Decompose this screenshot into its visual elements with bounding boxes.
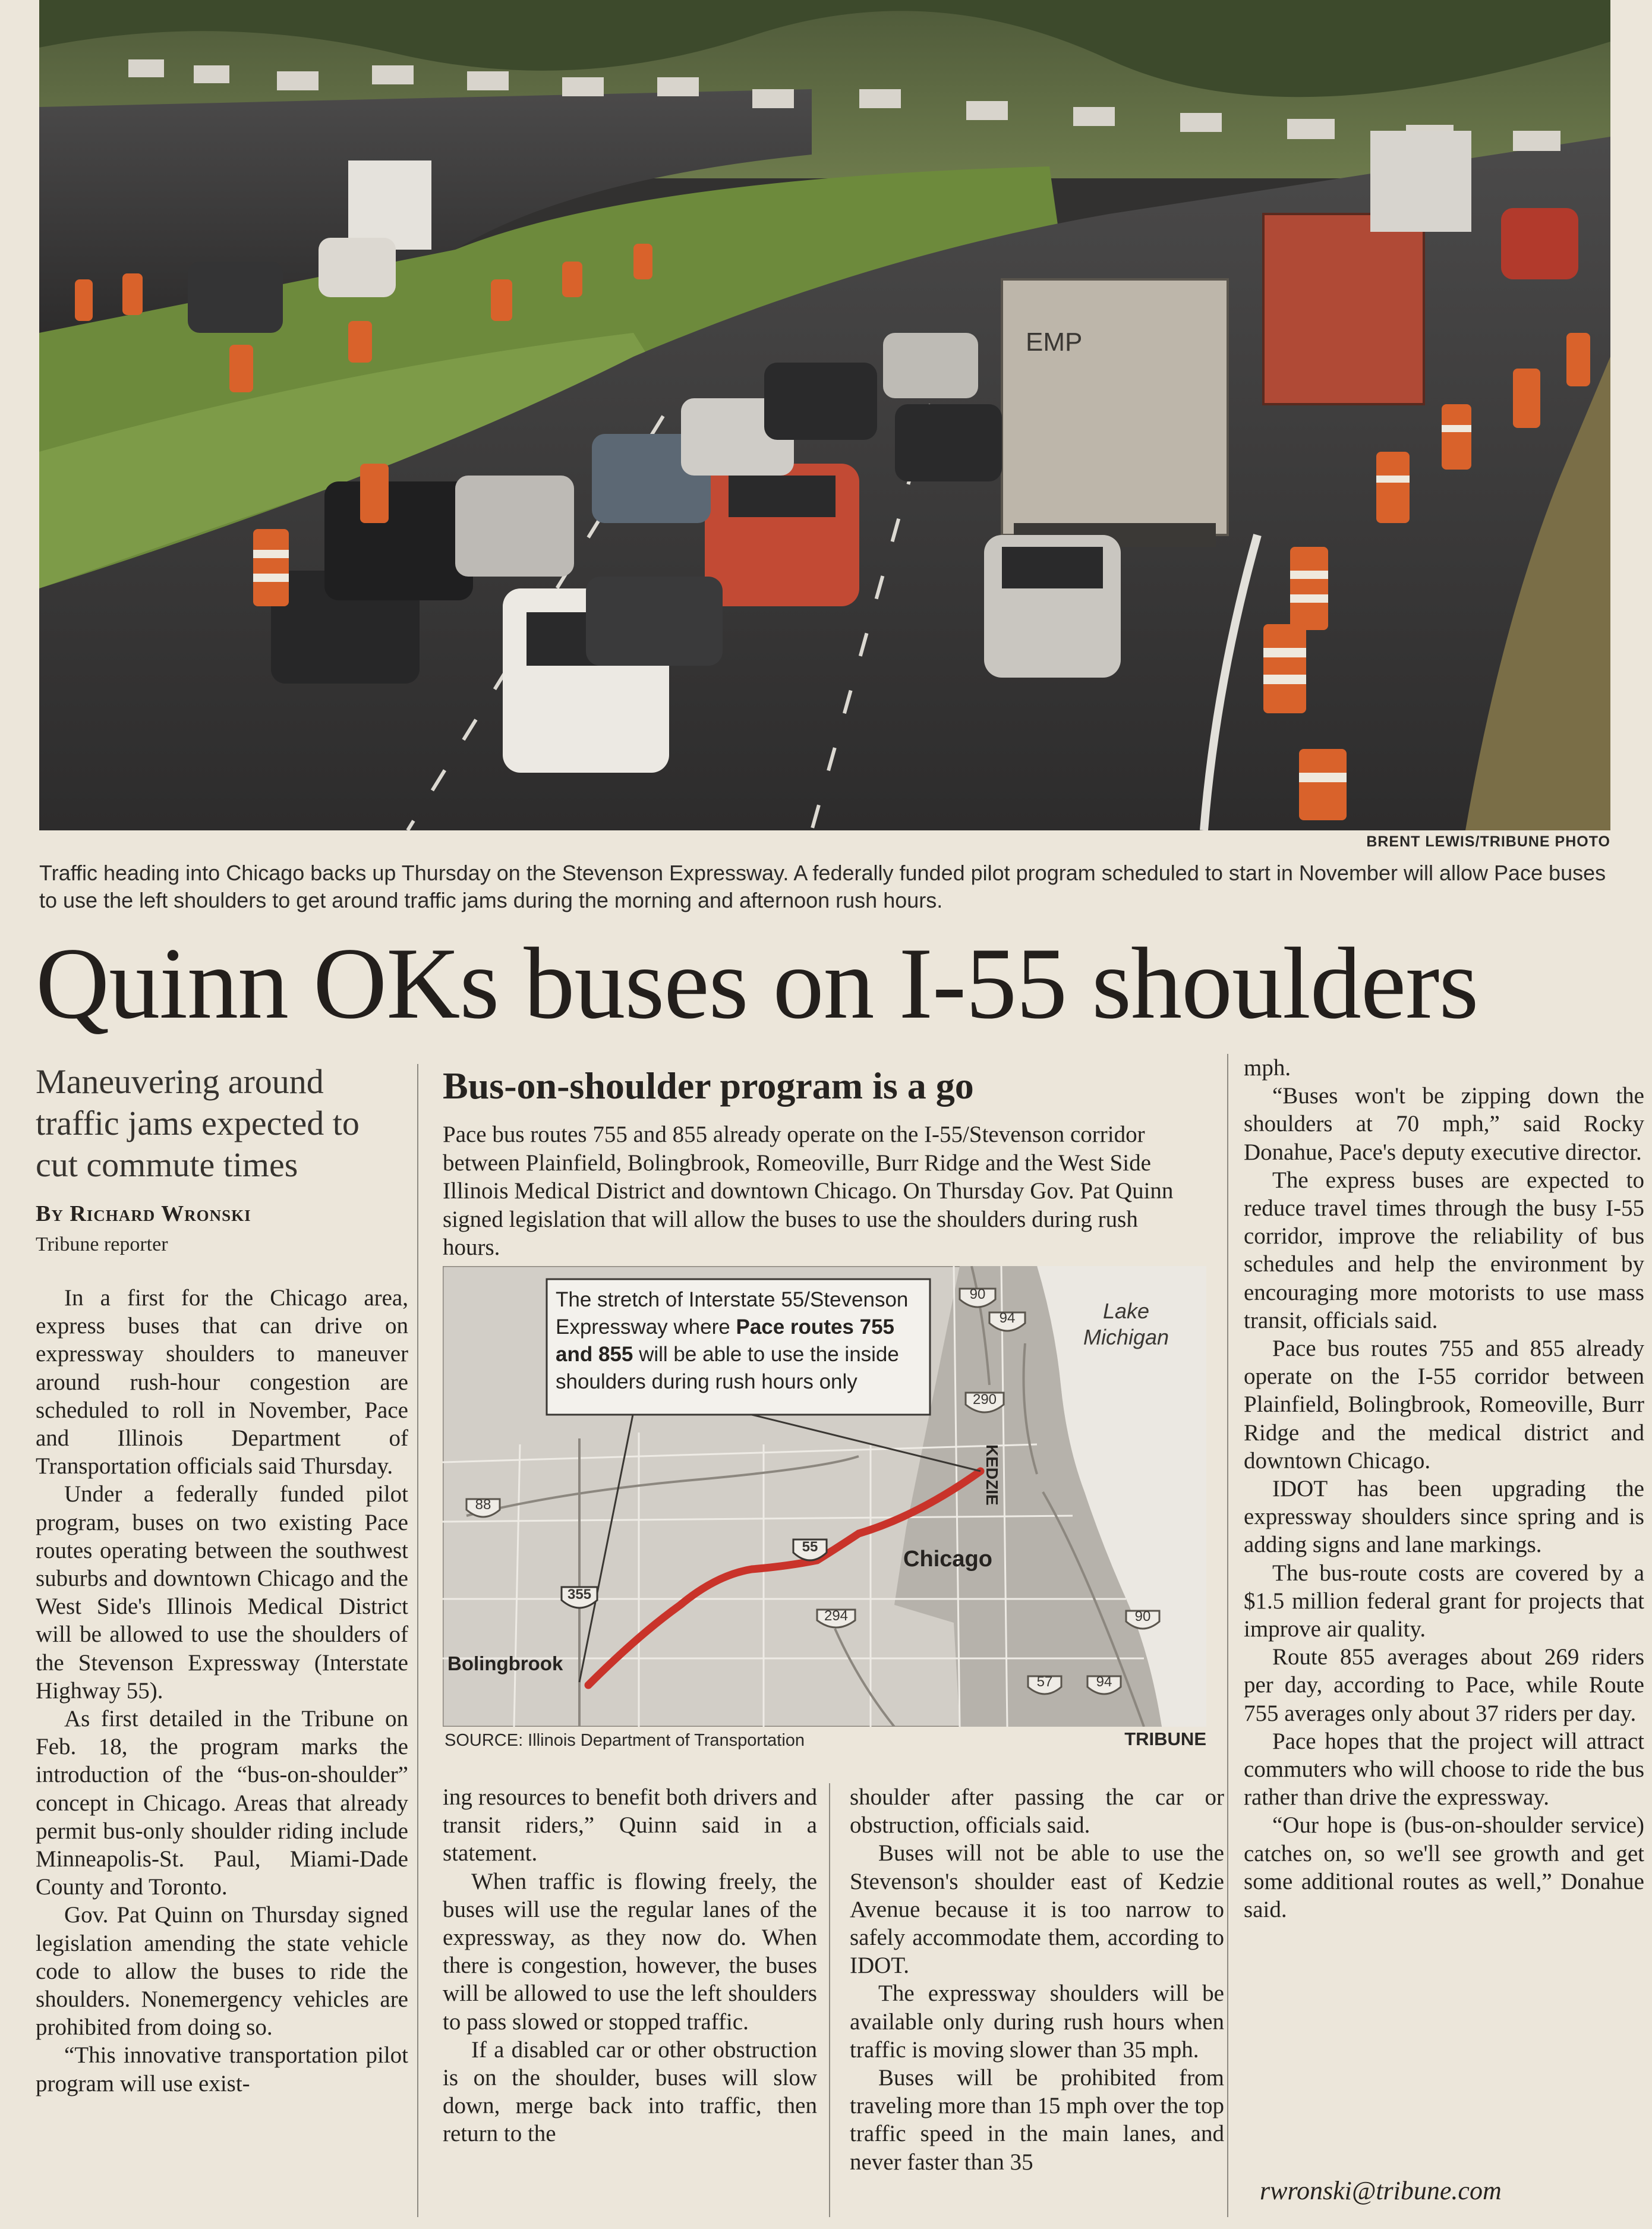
paragraph: Route 855 averages about 269 riders per day, according to Pace, while Route 755 averages only about 37 riders per day. [1244, 1644, 1644, 1726]
paragraph: When traffic is flowing freely, the buses will use the regular lanes of the expressway, as they now do. When there is congestion, however, the buses will be allowed to use the left shoulders to pass slowed or stopped traffic. [443, 1868, 817, 2035]
deck-subhead: Maneuvering around traffic jams expected to cut commute times [36, 1062, 360, 1184]
highway-shield [466, 1497, 500, 1517]
article-column-4 [1244, 1054, 1644, 1923]
highway-shield [960, 1286, 995, 1307]
byline: By Richard Wronski [36, 1201, 251, 1226]
article-column-2 [443, 1783, 817, 2148]
paragraph: “This innovative transportation pilot program will use exist- [36, 2042, 408, 2096]
article-column-1 [36, 1284, 408, 2098]
traffic-photo [39, 0, 1610, 830]
svg-text:90: 90 [969, 1286, 986, 1302]
highway-shield [1126, 1608, 1159, 1629]
svg-text:355: 355 [567, 1586, 592, 1603]
paragraph: IDOT has been upgrading the expressway shoulders since spring and is adding signs and lane markings. [1244, 1476, 1644, 1558]
reporter-email[interactable]: rwronski@tribune.com [1260, 2176, 1502, 2205]
callout-text-2: will be able to use the inside shoulders during rush hours only [556, 1343, 899, 1393]
svg-text:57: 57 [1036, 1674, 1053, 1690]
paragraph: mph. [1244, 1055, 1291, 1081]
highway-shield [1028, 1674, 1061, 1694]
svg-text:88: 88 [475, 1497, 491, 1513]
callout-routes: Pace routes 755 and 855 [556, 1315, 895, 1366]
paragraph: Buses will be prohibited from traveling more than 15 mph over the top traffic speed in the main lanes, and never faster than 35 [850, 2065, 1224, 2175]
lake-label-line2: Michigan [1083, 1325, 1169, 1349]
highway-shield [793, 1539, 827, 1560]
highway-shield [562, 1586, 597, 1608]
svg-text:94: 94 [1096, 1674, 1112, 1690]
paragraph: The express buses are expected to reduce travel times through the busy I-55 corridor, improve the reliability of bus schedules and help the environment by encouraging more motorists to use mass transit, officials said. [1244, 1167, 1644, 1333]
highway-shield [966, 1391, 1004, 1412]
headline: Quinn OKs buses on I-55 shoulders [36, 927, 1478, 1040]
paragraph: Under a federally funded pilot program, buses on two existing Pace routes operating between the southwest suburbs and downtown Chicago and the West Side's Illinois Medical District will be allowed to use the shoulders of the Stevenson Expressway (Interstate Highway 55). [36, 1481, 408, 1704]
paragraph: Pace hopes that the project will attract commuters who will choose to ride the bus rather than drive the expressway. [1244, 1728, 1644, 1811]
callout-text-1: The stretch of Interstate 55/Stevenson Expressway where [556, 1288, 909, 1339]
paragraph: As first detailed in the Tribune on Feb. 18, the program marks the introduction of the “bus-on-shoulder” concept in Chicago. Areas that already permit bus-only shoulder riding include Minneapolis-St. Paul, Miami-Dade County and Toronto. [36, 1706, 408, 1900]
sidebar-heading: Bus-on-shoulder program is a go [443, 1065, 974, 1107]
paragraph: Gov. Pat Quinn on Thursday signed legislation amending the state vehicle code to allow the buses to ride the shoulders. Nonemergency vehicles are prohibited from doing so. [36, 1902, 408, 2041]
street-label: KEDZIE [983, 1444, 1001, 1506]
map-credit: TRIBUNE [1124, 1729, 1206, 1749]
byline-role: Tribune reporter [36, 1233, 168, 1255]
map-source: SOURCE: Illinois Department of Transportation [444, 1731, 805, 1750]
paragraph: “Buses won't be zipping down the shoulders at 70 mph,” said Rocky Donahue, Pace's deputy executive director. [1244, 1083, 1644, 1165]
photo-caption: Traffic heading into Chicago backs up Thursday on the Stevenson Expressway. A federally funded pilot program scheduled to start in November will allow Pace buses to use the left shoulders to get around traffic jams during the morning and afternoon rush hours. [39, 861, 1606, 912]
route-map [443, 1266, 1206, 1727]
svg-text:294: 294 [824, 1608, 849, 1624]
svg-text:55: 55 [802, 1539, 818, 1555]
paragraph: The bus-route costs are covered by a $1.5 million federal grant for projects that improve air quality. [1244, 1560, 1644, 1642]
svg-text:290: 290 [972, 1391, 997, 1408]
paragraph: ing resources to benefit both drivers and transit riders,” Quinn said in a statement. [443, 1784, 817, 1866]
suburb-label: Bolingbrook [447, 1652, 563, 1674]
lake-label-line1: Lake [1102, 1299, 1150, 1323]
paragraph: Pace bus routes 755 and 855 already operate on the I-55 corridor between Plainfield, Bolingbrook, Romeoville, Burr Ridge and the medical district and downtown Chicago. [1244, 1336, 1644, 1474]
paragraph: The expressway shoulders will be available only during rush hours when traffic is moving slower than 35 mph. [850, 1981, 1224, 2063]
highway-shield [1087, 1674, 1121, 1694]
paragraph: If a disabled car or other obstruction is on the shoulder, buses will slow down, merge back into traffic, then return to the [443, 2036, 817, 2147]
paragraph: In a first for the Chicago area, express buses that can drive on expressway shoulders to maneuver around rush-hour congestion are scheduled to roll in November, Pace and Illinois Department of Transportation officials said Thursday. [36, 1285, 408, 1479]
paragraph: shoulder after passing the car or obstruction, officials said. [850, 1784, 1224, 1838]
paragraph: “Our hope is (bus-on-shoulder service) catches on, so we'll see growth and get some additional routes as well,” Donahue said. [1244, 1812, 1644, 1923]
article-column-3 [850, 1783, 1224, 2176]
highway-shield [817, 1608, 855, 1627]
svg-text:90: 90 [1134, 1608, 1151, 1624]
sidebar-body: Pace bus routes 755 and 855 already operate on the I-55/Stevenson corridor between Plainfield, Bolingbrook, Romeoville, Burr Ridge and the West Side Illinois Medical District and downtown Chicago. On Thursday Gov. Pat Quinn signed legislation that will allow the buses to use the shoulders during rush hours. [443, 1122, 1174, 1260]
paragraph: Buses will not be able to use the Stevenson's shoulder east of Kedzie Avenue because it is too narrow to safely accommodate them, according to IDOT. [850, 1840, 1224, 1979]
truck-logo: EMP [1026, 328, 1083, 357]
highway-shield [989, 1310, 1025, 1331]
photo-credit: BRENT LEWIS/TRIBUNE PHOTO [1366, 833, 1610, 850]
svg-text:94: 94 [999, 1310, 1016, 1326]
city-label: Chicago [903, 1547, 992, 1572]
